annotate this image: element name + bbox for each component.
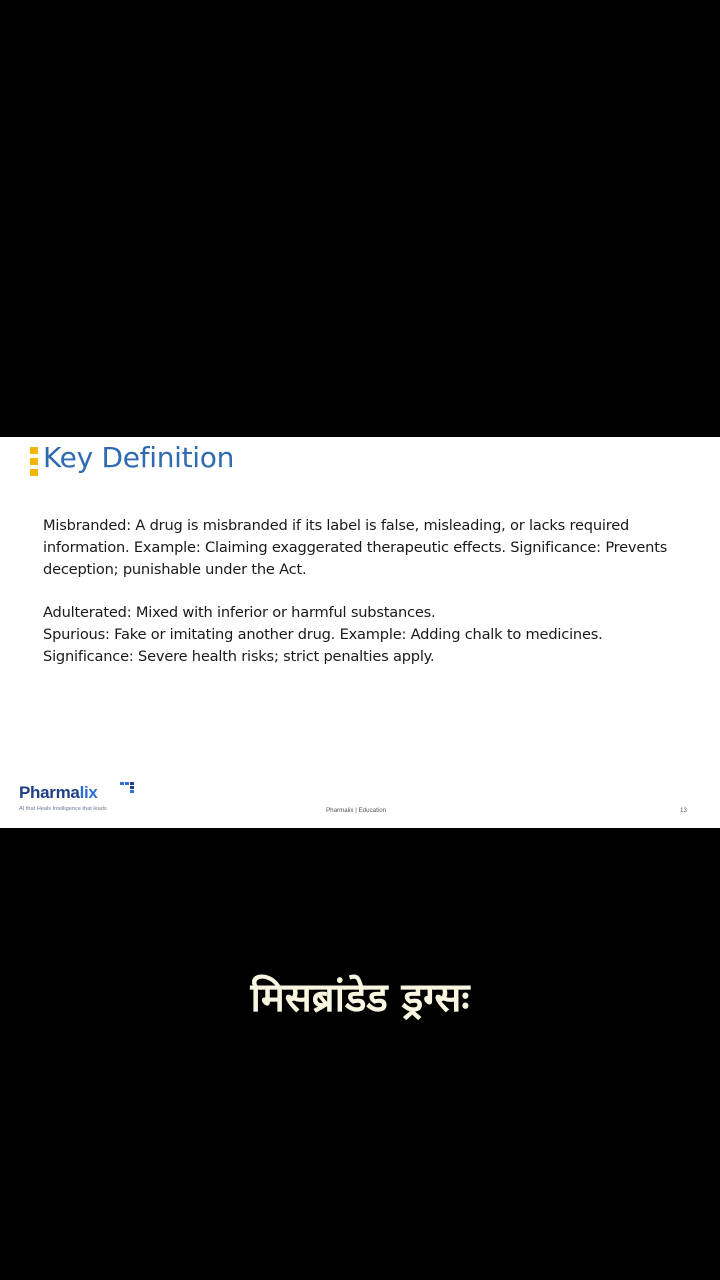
text-line: Misbranded: A drug is misbranded if its label is false, misleading, or lacks required (43, 517, 630, 534)
text-line: Adulterated: Mixed with inferior or harmful substances. (43, 604, 436, 621)
logo-wordmark-main: Pharma (19, 783, 80, 802)
text-line: deception; punishable under the Act. (43, 560, 307, 578)
accent-bar-segment (30, 458, 38, 465)
logo-wordmark-tail: lix (79, 783, 98, 802)
accent-bar-segment (30, 447, 38, 454)
text-line: Significance: Severe health risks; strict penalties apply. (43, 647, 435, 665)
text-line: Spurious: Fake or imitating another drug. Example: Adding chalk to medicines. (43, 625, 603, 643)
arrow-logo-icon (119, 781, 135, 795)
footer-label: Pharmalix | Education (326, 807, 387, 814)
logo-wordmark (19, 783, 98, 803)
accent-bar-segment (30, 469, 38, 476)
pharmalix-logo (19, 781, 149, 815)
slide-page-number: 13 (680, 807, 687, 814)
video-caption: मिसब्रांडेड ड्रग्सः (250, 975, 470, 1021)
definition-misbranded (43, 515, 693, 580)
slide-title: Key Definition (43, 441, 235, 474)
title-accent-bar (30, 447, 38, 476)
text-line: information. Example: Claiming exaggerated therapeutic effects. Significance: Prevents (43, 538, 668, 556)
logo-tagline: AI that Heals Intelligence that leads (19, 806, 107, 812)
definition-adulterated-spurious (43, 602, 693, 667)
